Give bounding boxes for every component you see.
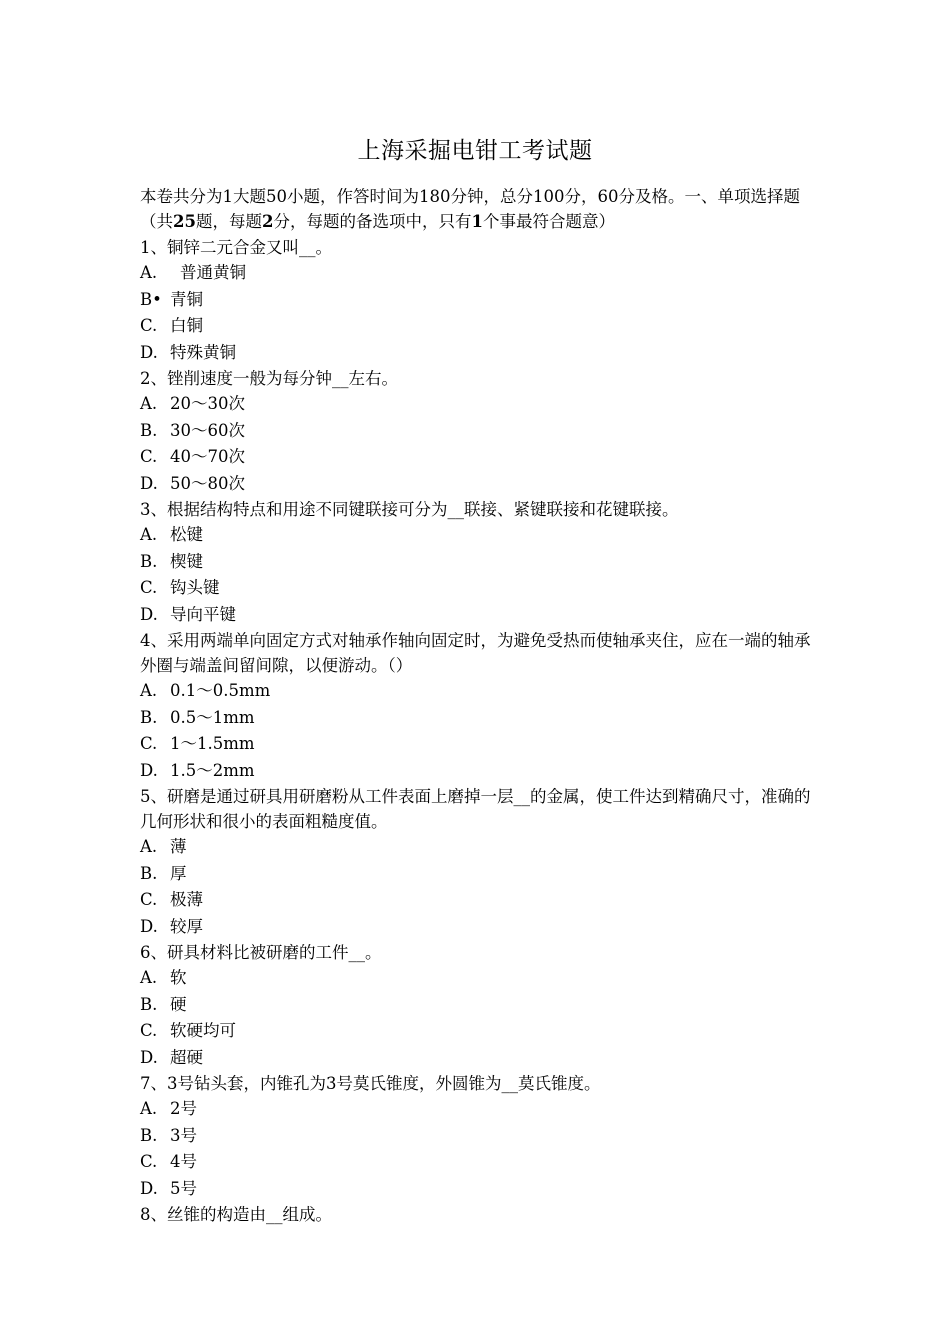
option-letter: A. xyxy=(140,394,158,413)
answer-option xyxy=(140,575,812,602)
option-letter: A. xyxy=(140,837,158,856)
option-letter: D. xyxy=(140,604,158,624)
option-letter: C. xyxy=(140,578,158,597)
answer-option xyxy=(140,391,812,418)
option-letter: B. xyxy=(140,420,158,440)
option-text: 硬 xyxy=(170,994,187,1014)
option-text: 松键 xyxy=(170,525,203,544)
option-letter: C. xyxy=(140,1152,158,1171)
option-letter: B• xyxy=(140,289,162,309)
option-text: 0.5〜1mm xyxy=(170,707,255,727)
question-stem: 2、锉削速度一般为每分钟__左右。 xyxy=(140,369,398,388)
option-letter: C. xyxy=(140,1021,158,1040)
option-letter: B. xyxy=(140,863,158,883)
option-letter: D. xyxy=(140,916,158,936)
option-text: 2号 xyxy=(170,1099,197,1118)
answer-option xyxy=(140,914,812,941)
question-stem: 1、铜锌二元合金又叫__。 xyxy=(140,238,332,257)
document-title: 上海采掘电钳工考试题 xyxy=(357,138,593,164)
option-text: 青铜 xyxy=(170,289,203,309)
answer-option xyxy=(140,965,812,992)
intro-text: 个事最符合题意） xyxy=(482,212,615,231)
option-text: 0.1〜0.5mm xyxy=(170,681,271,700)
option-text: 较厚 xyxy=(170,916,203,936)
option-text: 3号 xyxy=(170,1125,197,1145)
answer-option xyxy=(140,471,812,498)
answer-option xyxy=(140,705,812,732)
option-text: 4号 xyxy=(170,1152,197,1171)
option-letter: A. xyxy=(140,525,158,544)
answer-option xyxy=(140,834,812,861)
option-letter: D. xyxy=(140,760,158,780)
option-letter: D. xyxy=(140,1047,158,1067)
answer-option xyxy=(140,1176,812,1203)
option-text: 特殊黄铜 xyxy=(170,342,236,362)
option-text: 白铜 xyxy=(170,316,203,335)
exam-intro xyxy=(140,184,812,234)
answer-option xyxy=(140,887,812,914)
option-text: 30〜60次 xyxy=(170,420,245,440)
option-text: 厚 xyxy=(170,863,187,883)
option-letter: C. xyxy=(140,316,158,335)
option-letter: C. xyxy=(140,890,158,909)
points-per-question: 2 xyxy=(261,212,274,231)
answer-option xyxy=(140,731,812,758)
option-text: 40〜70次 xyxy=(170,447,245,466)
answer-option xyxy=(140,1123,812,1150)
option-text: 1〜1.5mm xyxy=(170,734,255,753)
answer-option xyxy=(140,1149,812,1176)
option-letter: D. xyxy=(140,342,158,362)
answer-option xyxy=(140,340,812,367)
correct-count: 1 xyxy=(471,212,483,231)
question-count: 25 xyxy=(173,212,196,231)
intro-text: 分，每题的备选项中，只有 xyxy=(273,212,472,231)
option-letter: B. xyxy=(140,1125,158,1145)
answer-option xyxy=(140,549,812,576)
answer-option xyxy=(140,861,812,888)
intro-text: 题，每题 xyxy=(195,212,262,231)
answer-option xyxy=(140,1045,812,1072)
question-stem: 6、研具材料比被研磨的工件__。 xyxy=(140,943,382,962)
option-letter: A. xyxy=(140,968,158,987)
question-stem: 5、研磨是通过研具用研磨粉从工件表面上磨掉一层__的金属，使工件达到精确尺寸，准确的几何形状和很小的表面粗糙度值。 xyxy=(140,787,811,831)
question-stem: 3、根据结构特点和用途不同键联接可分为__联接、紧键联接和花键联接。 xyxy=(140,500,679,519)
option-letter: B. xyxy=(140,551,158,571)
answer-option xyxy=(140,313,812,340)
question-stem: 7、3号钻头套，内锥孔为3号莫氏锥度，外圆锥为__莫氏锥度。 xyxy=(140,1074,601,1093)
option-letter: B. xyxy=(140,994,158,1014)
answer-option xyxy=(140,678,812,705)
answer-option xyxy=(140,1096,812,1123)
option-letter: A. xyxy=(140,1099,158,1118)
option-letter: C. xyxy=(140,447,158,466)
intro-text: 本卷共分为1大题50小题，作答时间为180分钟，总分100分，60分及格。一、单项选择题（共 xyxy=(140,187,800,231)
answer-option xyxy=(140,444,812,471)
answer-option xyxy=(140,758,812,785)
option-letter: B. xyxy=(140,707,158,727)
option-text: 1.5〜2mm xyxy=(170,760,255,780)
document-body xyxy=(140,184,812,1227)
option-text: 钩头键 xyxy=(170,578,220,597)
answer-option xyxy=(140,992,812,1019)
option-letter: D. xyxy=(140,1178,158,1198)
option-text: 20〜30次 xyxy=(170,394,245,413)
answer-option xyxy=(140,602,812,629)
option-text: 软 xyxy=(170,968,187,987)
question-stem: 8、丝锥的构造由__组成。 xyxy=(140,1205,332,1224)
option-text: 软硬均可 xyxy=(170,1021,236,1040)
option-text: 普通黄铜 xyxy=(180,263,246,282)
option-text: 50〜80次 xyxy=(170,473,245,493)
option-letter: A. xyxy=(140,681,158,700)
option-letter: C. xyxy=(140,734,158,753)
answer-option xyxy=(140,260,812,287)
question-list xyxy=(140,235,812,1227)
option-text: 导向平键 xyxy=(170,604,236,624)
option-text: 极薄 xyxy=(170,890,203,909)
question-stem: 4、采用两端单向固定方式对轴承作轴向固定时，为避免受热而使轴承夹住，应在一端的轴承外圈与端盖间留间隙，以便游动。（） xyxy=(140,631,811,675)
answer-option xyxy=(140,1018,812,1045)
option-text: 楔键 xyxy=(170,551,203,571)
option-letter: A. xyxy=(140,263,158,282)
answer-option xyxy=(140,418,812,445)
option-text: 5号 xyxy=(170,1178,197,1198)
option-letter: D. xyxy=(140,473,158,493)
answer-option xyxy=(140,522,812,549)
option-text: 薄 xyxy=(170,837,187,856)
option-text: 超硬 xyxy=(170,1047,203,1067)
answer-option xyxy=(140,287,812,314)
